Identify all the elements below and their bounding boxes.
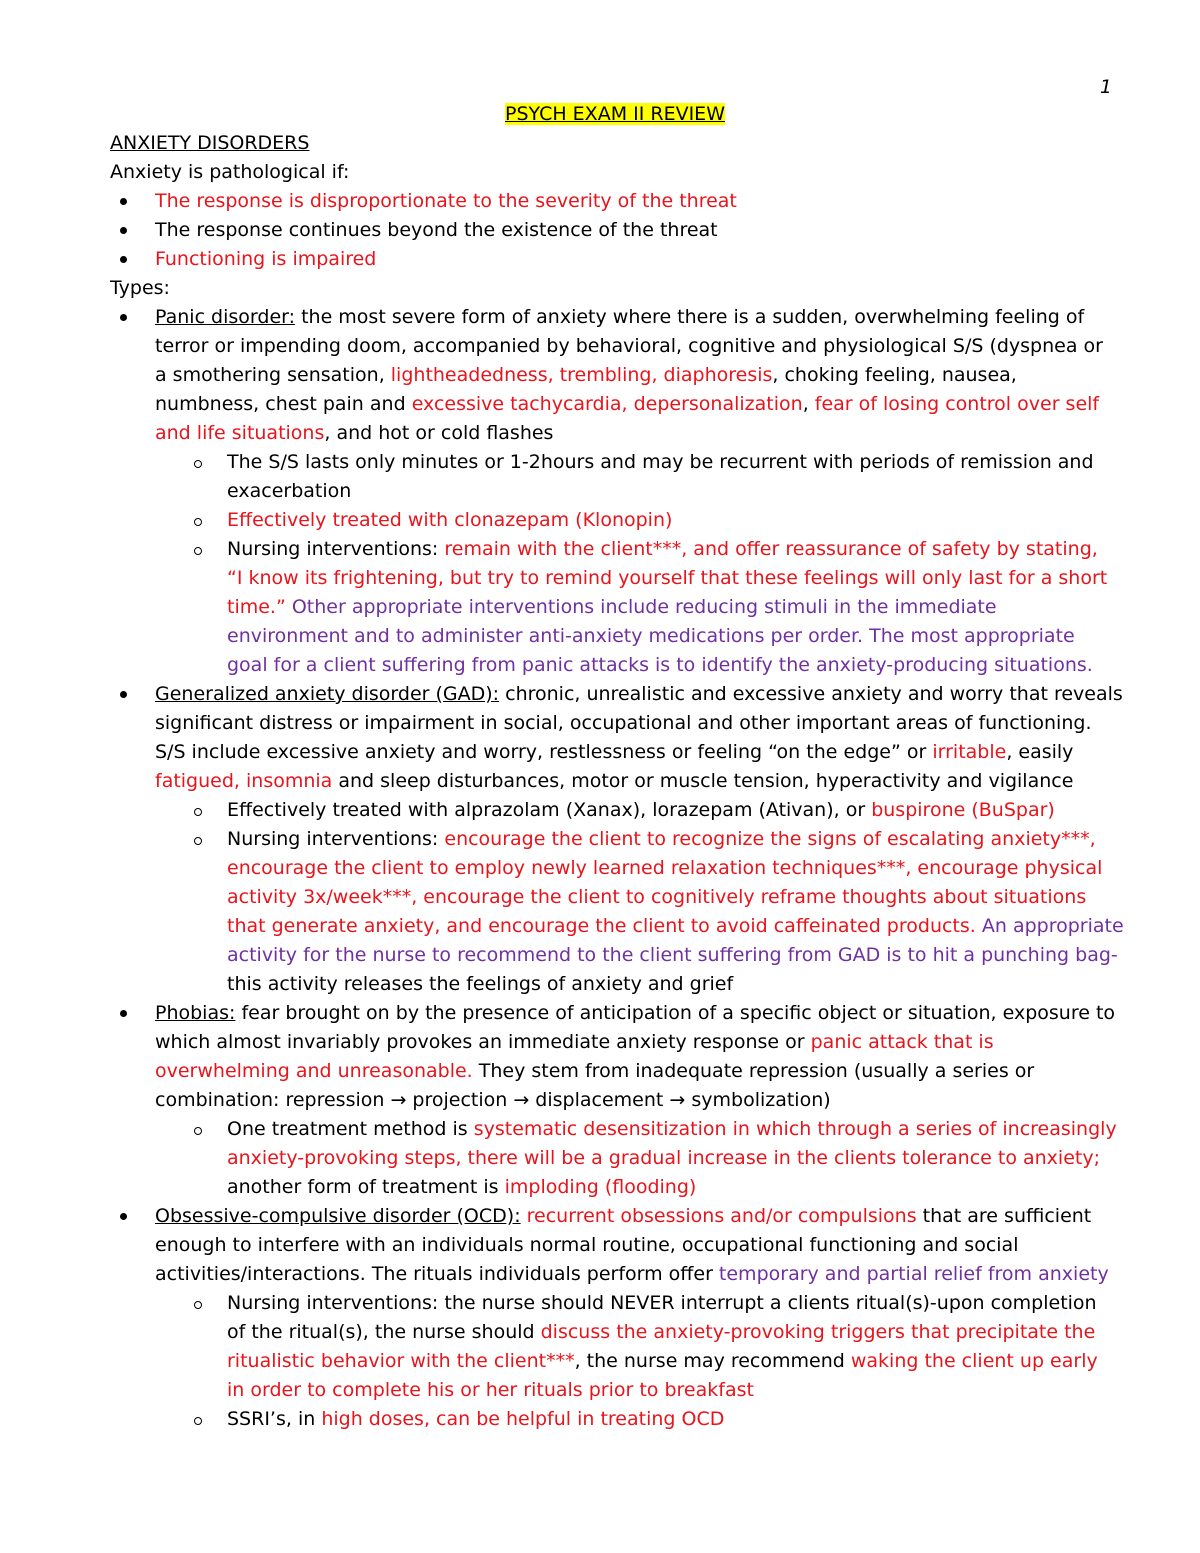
text-segment: fear of losing control over self <box>814 393 1100 415</box>
title-text: PSYCH EXAM II REVIEW <box>505 103 725 125</box>
text-segment: of the ritual(s), the nurse should <box>227 1321 541 1343</box>
text-line <box>155 419 1120 448</box>
text-segment: which almost invariably provokes an immediate anxiety response or <box>155 1031 811 1053</box>
text-line <box>227 1173 1120 1202</box>
text-line: enough to interfere with an individuals normal routine, occupational functioning and social <box>155 1234 1019 1256</box>
page-title <box>110 100 1120 129</box>
text-segment: remain with the client***, and offer reassurance of safety by stating, <box>444 538 1098 560</box>
text-segment: lightheadedness, trembling, diaphoresis <box>390 364 773 386</box>
text-segment: numbness, chest pain and <box>155 393 412 415</box>
text-segment: a smothering sensation, <box>155 364 391 386</box>
criteria-item: Functioning is impaired <box>110 245 1120 274</box>
text-line <box>227 1318 1120 1347</box>
ocd-sub-item <box>110 1405 1120 1434</box>
text-line <box>155 332 1120 361</box>
text-line: “I know its frightening, but try to remind yourself that these feelings will only last for a short <box>227 567 1108 589</box>
text-segment: Nursing interventions: <box>227 828 445 850</box>
arrow-right-icon: → <box>390 1089 407 1111</box>
text-line <box>227 593 1120 622</box>
text-segment: ritualistic behavior with the client*** <box>227 1350 575 1372</box>
gad-sub-item <box>110 796 1120 825</box>
text-line: activity 3x/week***, encourage the client to cognitively reframe thoughts about situations <box>227 886 1087 908</box>
text-line: Nursing interventions: the nurse should NEVER interrupt a clients ritual(s)-upon completion <box>227 1292 1097 1314</box>
section-heading: ANXIETY DISORDERS <box>110 132 310 154</box>
text-segment: systematic desensitization in which through a series of increasingly <box>473 1118 1117 1140</box>
panic-disorder-item <box>110 303 1120 448</box>
phobias-item <box>110 999 1120 1115</box>
text-line: goal for a client suffering from panic attacks is to identify the anxiety-producing situations. <box>227 654 1093 676</box>
text-segment: panic attack that is <box>810 1031 994 1053</box>
term-heading: Generalized anxiety disorder (GAD): <box>155 683 500 705</box>
text-segment: temporary and partial relief from anxiety <box>718 1263 1109 1285</box>
text-segment: recurrent obsessions and/or compulsions <box>526 1205 917 1227</box>
arrow-right-icon: → <box>513 1089 530 1111</box>
text-segment: Effectively treated with alprazolam (Xanax), lorazepam (Ativan), or <box>227 799 872 821</box>
term-heading: Panic disorder: <box>155 306 296 328</box>
text-segment: buspirone (BuSpar) <box>871 799 1055 821</box>
text-line: environment and to administer anti-anxiety medications per order. The most appropriate <box>227 625 1075 647</box>
text-segment: They stem from inadequate repression (usually a series or <box>472 1060 1035 1082</box>
phobias-sub-item <box>110 1115 1120 1202</box>
ocd-sub-item <box>110 1289 1120 1405</box>
text-segment: discuss the anxiety-provoking triggers that precipitate the <box>540 1321 1096 1343</box>
criteria-item: The response is disproportionate to the severity of the threat <box>110 187 1120 216</box>
text-segment: time.” <box>227 596 286 618</box>
text-line <box>227 535 1120 564</box>
criteria-list <box>110 187 1120 274</box>
text-segment: chronic, unrealistic and excessive anxiety and worry that reveals <box>499 683 1123 705</box>
text-line: exacerbation <box>227 480 352 502</box>
types-label: Types: <box>110 277 170 299</box>
panic-sub-item <box>110 535 1120 680</box>
text-segment: , and hot or cold flashes <box>324 422 554 444</box>
text-segment: high doses, can be helpful in treating OCD <box>321 1408 725 1430</box>
text-line: anxiety-provoking steps, there will be a gradual increase in the clients tolerance to anxiety; <box>227 1147 1100 1169</box>
text-segment: Nursing interventions: <box>227 538 445 560</box>
text-segment: excessive tachycardia, depersonalization <box>411 393 803 415</box>
text-segment: overwhelming and unreasonable. <box>155 1060 473 1082</box>
text-line <box>227 1115 1120 1144</box>
text-segment: another form of treatment is <box>227 1176 505 1198</box>
text-line <box>155 767 1120 796</box>
text-line <box>155 390 1120 419</box>
panic-sub-item <box>110 448 1120 506</box>
text-segment: waking the client up early <box>850 1350 1098 1372</box>
term-heading: Obsessive-compulsive disorder (OCD): <box>155 1205 521 1227</box>
text-segment: fatigued, insomnia <box>155 770 333 792</box>
page-number: 1 <box>1099 76 1112 98</box>
text-line <box>155 303 1120 332</box>
types-list <box>110 303 1124 1434</box>
text-line <box>155 1202 1120 1231</box>
text-line: The S/S lasts only minutes or 1-2hours and may be recurrent with periods of remission and <box>227 451 1094 473</box>
text-line: encourage the client to employ newly learned relaxation techniques***, encourage physical <box>227 857 1103 879</box>
text-line: activity for the nurse to recommend to the client suffering from GAD is to hit a punching bag- <box>227 944 1118 966</box>
text-line <box>155 1028 1120 1057</box>
text-line <box>227 1347 1120 1376</box>
text-segment: and sleep disturbances, motor or muscle tension, hyperactivity and vigilance <box>332 770 1074 792</box>
text-segment: S/S include excessive anxiety and worry, restlessness or feeling “on the edge” or <box>155 741 933 763</box>
document-body <box>110 100 1124 1434</box>
text-segment: One treatment method is <box>227 1118 474 1140</box>
text-line: significant distress or impairment in social, occupational and other important areas of functioning. <box>155 712 1092 734</box>
text-segment: displacement <box>529 1089 670 1111</box>
gad-sub-item <box>110 825 1124 999</box>
intro-text: Anxiety is pathological if: <box>110 161 350 183</box>
text-line <box>155 680 1123 709</box>
gad-item <box>110 680 1123 796</box>
text-line: this activity releases the feelings of anxiety and grief <box>227 973 734 995</box>
text-line <box>155 361 1120 390</box>
text-segment: encourage the client to recognize the signs of escalating anxiety***, <box>444 828 1096 850</box>
text-segment: , easily <box>1006 741 1074 763</box>
text-segment: terror or impending doom, accompanied by behavioral, cognitive and physiological S/S (dyspnea or <box>155 335 1103 357</box>
text-segment: symbolization) <box>685 1089 831 1111</box>
text-line <box>227 825 1120 854</box>
text-segment: , <box>802 393 815 415</box>
text-segment: fear brought on by the presence of anticipation of a specific object or situation, exposure to <box>235 1002 1116 1024</box>
panic-sub-item: Effectively treated with clonazepam (Klonopin) <box>110 506 1120 535</box>
text-line <box>155 1086 1120 1115</box>
text-segment: and life situations <box>155 422 325 444</box>
text-segment: the most severe form of anxiety where there is a sudden, overwhelming feeling of <box>295 306 1085 328</box>
text-line <box>155 1057 1120 1086</box>
text-line: in order to complete his or her rituals prior to breakfast <box>227 1379 754 1401</box>
text-segment: activities/interactions. The rituals individuals perform offer <box>155 1263 719 1285</box>
text-line <box>227 912 1124 941</box>
text-segment: projection <box>406 1089 514 1111</box>
text-segment: SSRI’s, in <box>227 1408 322 1430</box>
text-line <box>155 999 1120 1028</box>
arrow-right-icon: → <box>669 1089 686 1111</box>
text-line <box>155 738 1120 767</box>
text-line <box>155 1260 1120 1289</box>
text-segment: that generate anxiety, and encourage the client to avoid caffeinated products. <box>227 915 976 937</box>
text-segment: , the nurse may recommend <box>574 1350 851 1372</box>
text-segment: irritable <box>932 741 1007 763</box>
ocd-item <box>110 1202 1120 1289</box>
text-segment: , choking feeling, nausea, <box>772 364 1017 386</box>
text-segment: combination: repression <box>155 1089 391 1111</box>
criteria-item: The response continues beyond the existence of the threat <box>110 216 1120 245</box>
text-segment: imploding (flooding) <box>504 1176 697 1198</box>
term-heading: Phobias: <box>155 1002 236 1024</box>
text-segment: that are sufficient <box>916 1205 1092 1227</box>
text-segment: Other appropriate interventions include reducing stimuli in the immediate <box>285 596 997 618</box>
text-segment: An appropriate <box>975 915 1124 937</box>
